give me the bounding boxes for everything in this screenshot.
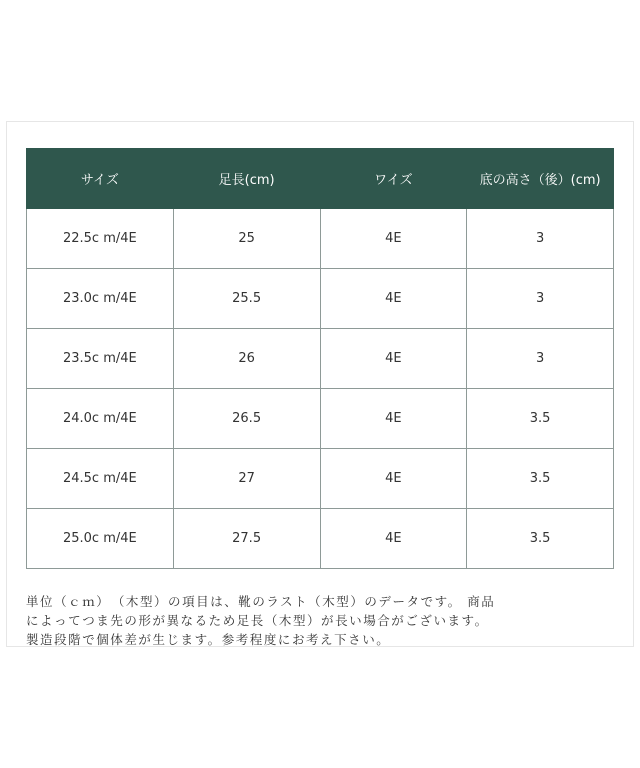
cell-size: 24.5c m/4E (27, 449, 174, 509)
cell-foot-length: 26.5 (173, 389, 320, 449)
cell-size: 25.0c m/4E (27, 509, 174, 569)
cell-size: 23.0c m/4E (27, 269, 174, 329)
size-note (26, 592, 616, 649)
cell-foot-length: 25 (173, 209, 320, 269)
cell-foot-length: 25.5 (173, 269, 320, 329)
table-row (27, 329, 614, 389)
note-line: 単位（ｃｍ） （木型）の項目は、靴のラスト（木型）のデータです。 商品 (26, 594, 496, 609)
cell-width: 4E (320, 269, 467, 329)
cell-size: 23.5c m/4E (27, 329, 174, 389)
cell-width: 4E (320, 449, 467, 509)
header-width: ワイズ (320, 149, 467, 209)
cell-heel-height: 3.5 (467, 449, 614, 509)
header-foot-length: 足長(cm) (173, 149, 320, 209)
cell-foot-length: 27 (173, 449, 320, 509)
cell-width: 4E (320, 209, 467, 269)
cell-heel-height: 3 (467, 329, 614, 389)
cell-width: 4E (320, 509, 467, 569)
cell-width: 4E (320, 389, 467, 449)
table-row (27, 449, 614, 509)
cell-heel-height: 3 (467, 269, 614, 329)
note-line: によってつま先の形が異なるため足長（木型）が長い場合がございます。 (26, 613, 489, 628)
note-line: 製造段階で個体差が生じます。参考程度にお考え下さい。 (26, 632, 391, 647)
cell-size: 24.0c m/4E (27, 389, 174, 449)
table-row (27, 269, 614, 329)
size-chart-table (26, 148, 614, 569)
table-row (27, 509, 614, 569)
cell-foot-length: 26 (173, 329, 320, 389)
cell-size: 22.5c m/4E (27, 209, 174, 269)
header-heel-height: 底の高さ（後）(cm) (467, 149, 614, 209)
cell-heel-height: 3 (467, 209, 614, 269)
header-size: サイズ (27, 149, 174, 209)
cell-foot-length: 27.5 (173, 509, 320, 569)
table-row (27, 209, 614, 269)
table-header-row (27, 149, 614, 209)
cell-width: 4E (320, 329, 467, 389)
table-row (27, 389, 614, 449)
cell-heel-height: 3.5 (467, 509, 614, 569)
cell-heel-height: 3.5 (467, 389, 614, 449)
